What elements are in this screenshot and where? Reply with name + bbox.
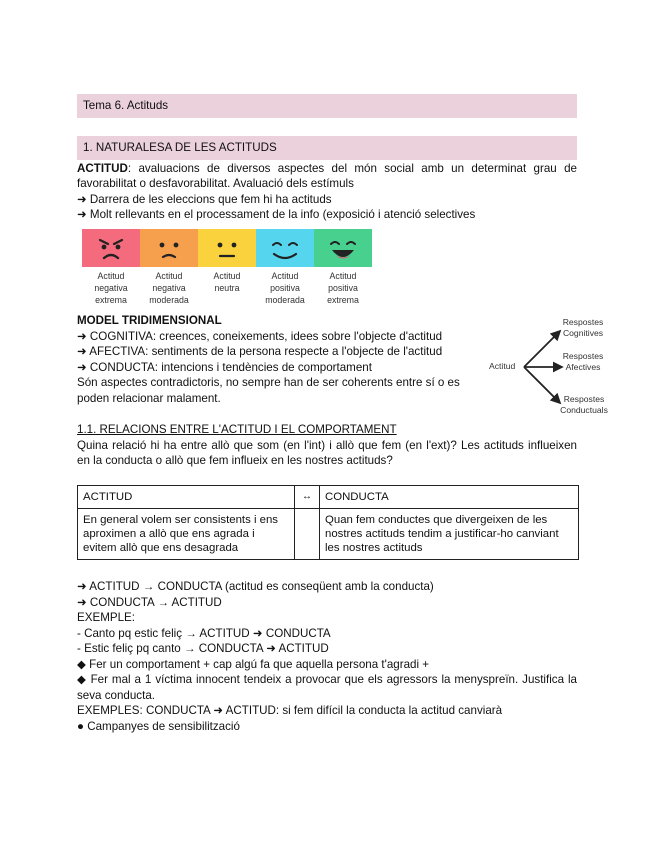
example-2: - Estic feliç pq canto → CONDUCTA ➜ ACTITUD xyxy=(77,642,329,655)
table-cell-actitud: En general volem ser consistents i ens aproximen a allò que ens agrada i evitem allò que ens desagrada xyxy=(78,509,295,560)
table-cell-conducta: Quan fem conductes que divergeixen de les nostres actituds tendim a justificar-ho canviant les nostres actituds xyxy=(320,509,579,560)
face-bg xyxy=(256,229,314,267)
face-negative-moderate xyxy=(140,229,198,267)
scale-label: Actitud negativa moderada xyxy=(149,271,189,305)
model-afectiva: ➜ AFECTIVA: sentiments de la persona respecte a l'objecte de l'actitud xyxy=(77,345,443,358)
question-line-2: en la conducta o allò que fem influeix en les nostres actituds? xyxy=(77,454,393,467)
table-header-arrow: ↔ xyxy=(295,486,320,509)
bullet-processament: ➜ Molt rellevants en el processament de la info (exposició i atenció selectives xyxy=(77,208,476,221)
table-header-row xyxy=(78,486,579,509)
table-row xyxy=(78,509,579,560)
model-cognitiva: ➜ COGNITIVA: creences, coneixements, idees sobre l'objecte d'actitud xyxy=(77,330,443,343)
topic-title: Tema 6. Actituds xyxy=(83,99,169,112)
topic-header xyxy=(77,94,577,118)
face-positive-extreme xyxy=(314,229,372,267)
section-header xyxy=(77,136,577,160)
table-header-conducta: CONDUCTA xyxy=(320,486,579,509)
diagram-conductual: Respostes Conductuals xyxy=(560,394,608,415)
definition-line-2: favorabilitat o desfavorabilitat. Avaluació dels estímuls xyxy=(77,177,354,190)
scale-label: Actitud positiva extrema xyxy=(327,271,359,305)
campaign-bullet: ● Campanyes de sensibilització xyxy=(77,720,240,733)
diamond-item-2-cont: seva conducta. xyxy=(77,689,155,702)
subsection-title: 1.1. RELACIONS ENTRE L'ACTITUD I EL COMPORTAMENT xyxy=(77,423,397,436)
table-header-actitud: ACTITUD xyxy=(78,486,295,509)
face-neutral xyxy=(198,229,256,267)
definition-line-1 xyxy=(77,161,577,176)
table-cell-empty xyxy=(295,509,320,560)
bullet-eleccions: ➜ Darrera de les eleccions que fem hi ha actituds xyxy=(77,193,332,206)
face-positive-moderate xyxy=(256,229,314,267)
face-negative-extreme xyxy=(82,229,140,267)
diagram-cognitive: Respostes Cognitives xyxy=(562,317,604,338)
definition-term: ACTITUD xyxy=(77,162,128,175)
face-bg xyxy=(140,229,198,267)
definition-text: : avaluacions de diversos aspectes del món social amb un determinat grau de xyxy=(127,162,577,175)
scale-label: Actitud negativa extrema xyxy=(94,271,128,305)
relations-table xyxy=(77,485,579,560)
diamond-item-1: ◆ Fer un comportament + cap algú fa que aquella persona t'agradi + xyxy=(77,658,430,671)
diamond-item-2: ◆ Fer mal a 1 víctima innocent tendeix a provocar que els agressors la menyspreïn. Justifica la xyxy=(77,673,577,686)
model-note-1: Són aspectes contradictoris, no sempre han de ser coherents entre sí o es xyxy=(77,376,460,389)
scale-label: Actitud positiva moderada xyxy=(265,271,305,305)
diagram-affective: Respostes Afectives xyxy=(562,351,604,372)
section-title: 1. NATURALESA DE LES ACTITUDS xyxy=(83,141,277,154)
model-note-2: poden relacionar malament. xyxy=(77,392,221,405)
face-bg xyxy=(82,229,140,267)
face-bg xyxy=(314,229,372,267)
diagram-source: Actitud xyxy=(489,361,516,371)
scale-label: Actitud neutra xyxy=(213,271,241,293)
question-line-1: Quina relació hi ha entre allò que som (en l'int) i allò que fem (en l'ext)? Les actituds influeixen xyxy=(77,439,577,452)
model-conducta: ➜ CONDUCTA: intencions i tendències de comportament xyxy=(77,361,372,374)
model-title: MODEL TRIDIMENSIONAL xyxy=(77,314,222,327)
example-label: EXEMPLE: xyxy=(77,611,135,624)
face-bg xyxy=(198,229,256,267)
relation-1: ➜ ACTITUD → CONDUCTA (actitud es conseqüent amb la conducta) xyxy=(77,580,434,593)
example-1: - Canto pq estic feliç → ACTITUD ➜ CONDUCTA xyxy=(77,627,331,640)
examples-line: EXEMPLES: CONDUCTA ➜ ACTITUD: si fem difícil la conducta la actitud canviarà xyxy=(77,704,503,717)
relation-2: ➜ CONDUCTA → ACTITUD xyxy=(77,596,222,609)
